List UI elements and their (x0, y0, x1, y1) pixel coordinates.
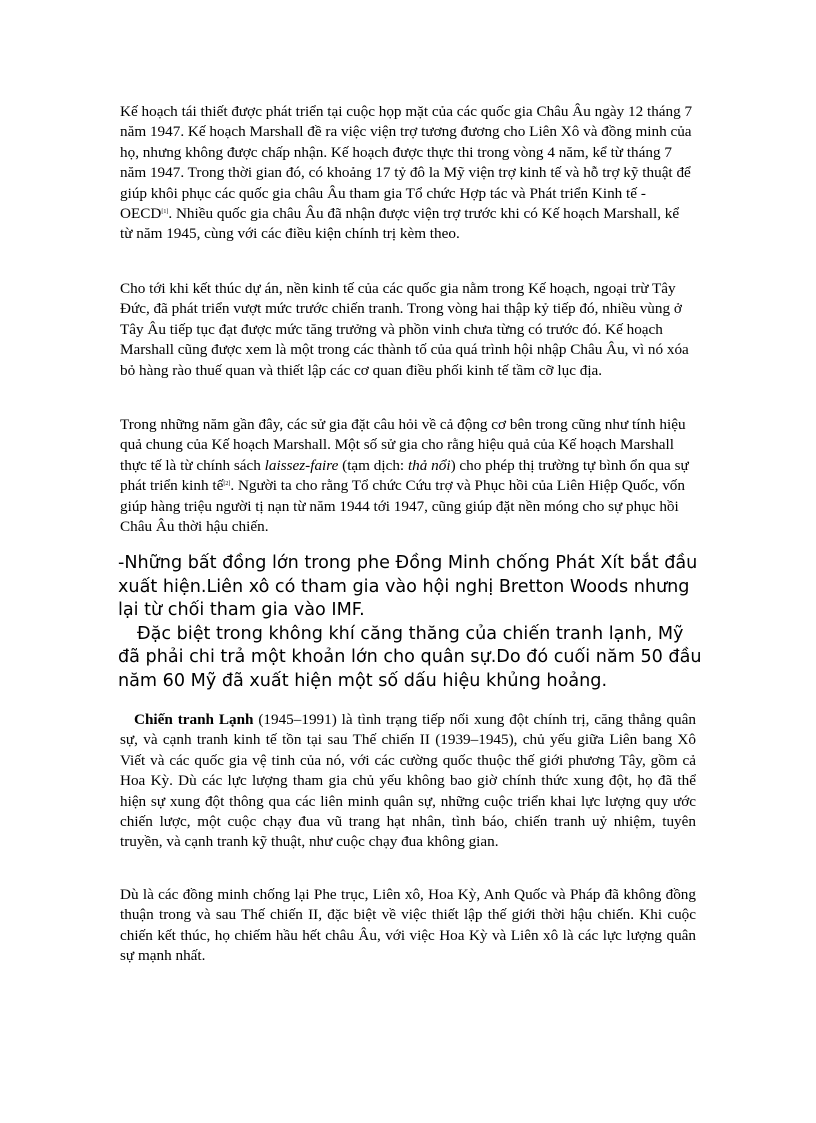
footnote-ref-2[interactable]: [2] (223, 481, 231, 488)
paragraph-cold-war (120, 710, 696, 853)
paragraph-line: -Những bất đồng lớn trong phe Đồng Minh chống Phát Xít bắt đầu xuất hiện.Liên xô có tham gia vào hội nghị Bretton Woods nhưng lại từ chối tham gia vào IMF. (118, 553, 698, 621)
paragraph-marshall-plan (120, 102, 695, 245)
italic-term: laissez-faire (264, 456, 339, 474)
footnote-ref-1[interactable]: [1] (161, 209, 169, 216)
paragraph-text: (tạm dịch: (338, 456, 408, 474)
paragraph-text: Dù là các đồng minh chống lại Phe trục, Liên xô, Hoa Kỳ, Anh Quốc và Pháp đã không đồng thuận trong và sau Thế chiến II, đặc biệt về việc thiết lập thế giới thời hậu chiến. Khi cuộc chiến kết thúc, họ chiếm hầu hết châu Âu, với việc Hoa Kỳ và Liên xô là các lực lượng quân sự mạnh nhất. (120, 886, 696, 965)
paragraph-allied-disagreements (118, 552, 708, 694)
paragraph-economic-recovery (120, 279, 695, 381)
paragraph-line: Đặc biệt trong không khí căng thăng của chiến tranh lạnh, Mỹ đã phải chi trả một khoản lớn cho quân sự.Do đó cuối năm 50 đầu năm 60 Mỹ đã xuất hiện một số dấu hiệu khủng hoảng. (118, 623, 702, 691)
bold-term: Chiến tranh Lạnh (134, 711, 254, 728)
paragraph-text: ) cho phép thị trường tự bình ổn qua sự phát triển kinh tế (120, 456, 689, 495)
italic-term: thả nổi (407, 456, 451, 474)
paragraph-text: Kế hoạch tái thiết được phát triển tại cuộc họp mặt của các quốc gia Châu Âu ngày 12 tháng 7 năm 1947. Kế hoạch Marshall đề ra việc viện trợ tương đương cho Liên Xô và đồng minh của họ, nhưng không được chấp nhận. Kế hoạch được thực thi trong vòng 4 năm, kể từ tháng 7 năm 1947. Trong thời gian đó, có khoảng 17 tỷ đô la Mỹ viện trợ kinh tế và hỗ trợ kỹ thuật để giúp khôi phục các quốc gia châu Âu tham gia Tổ chức Hợp tác và Phát triển Kinh tế - OECD (120, 103, 693, 223)
paragraph-text: Cho tới khi kết thúc dự án, nền kinh tế của các quốc gia nằm trong Kế hoạch, ngoại trừ Tây Đức, đã phát triển vượt mức trước chiến tranh. Trong vòng hai thập kỷ tiếp đó, nhiều vùng ở Tây Âu tiếp tục đạt được mức tăng trưởng và phồn vinh chưa từng có trước đó. Kế hoạch Marshall cũng được xem là một trong các thành tố của quá trình hội nhập Châu Âu, vì nó xóa bỏ hàng rào thuế quan và thiết lập các cơ quan điều phối kinh tế tầm cỡ lục địa. (120, 280, 689, 379)
paragraph-historians (120, 415, 695, 537)
paragraph-text: . Người ta cho rằng Tổ chức Cứu trợ và Phục hồi của Liên Hiệp Quốc, vốn giúp hàng triệu người tị nạn từ năm 1944 tới 1947, cũng giúp đặt nền móng cho sự phục hồi Châu Âu thời hậu chiến. (120, 477, 685, 536)
paragraph-text: Trong những năm gần đây, các sử gia đặt câu hỏi về cả động cơ bên trong cũng như tính hiệu quả chung của Kế hoạch Marshall. Một số sử gia cho rằng hiệu quả của Kế hoạch Marshall thực tế là từ chính sách (120, 416, 686, 474)
paragraph-text: . Nhiều quốc gia châu Âu đã nhận được viện trợ trước khi có Kế hoạch Marshall, kể từ năm 1945, cùng với các điều kiện chính trị kèm theo. (120, 205, 680, 243)
paragraph-text: (1945–1991) là tình trạng tiếp nối xung đột chính trị, căng thẳng quân sự, và cạnh tranh kinh tế tồn tại sau Thế chiến II (1939–1945), chủ yếu giữa Liên bang Xô Viết và các quốc gia vệ tinh của nó, với các cường quốc thuộc thế giới phương Tây, gồm cả Hoa Kỳ. Dù các lực lượng tham gia chủ yếu không bao giờ chính thức xung đột, họ đã thể hiện sự xung đột thông qua các liên minh quân sự, những cuộc triển khai lực lượng quy ước chiến lược, một cuộc chạy đua vũ trang hạt nhân, tình báo, chiến tranh uỷ nhiệm, tuyên truyền, và cạnh tranh kỹ thuật, như cuộc chạy đua không gian. (120, 711, 696, 851)
paragraph-post-war (120, 885, 696, 967)
